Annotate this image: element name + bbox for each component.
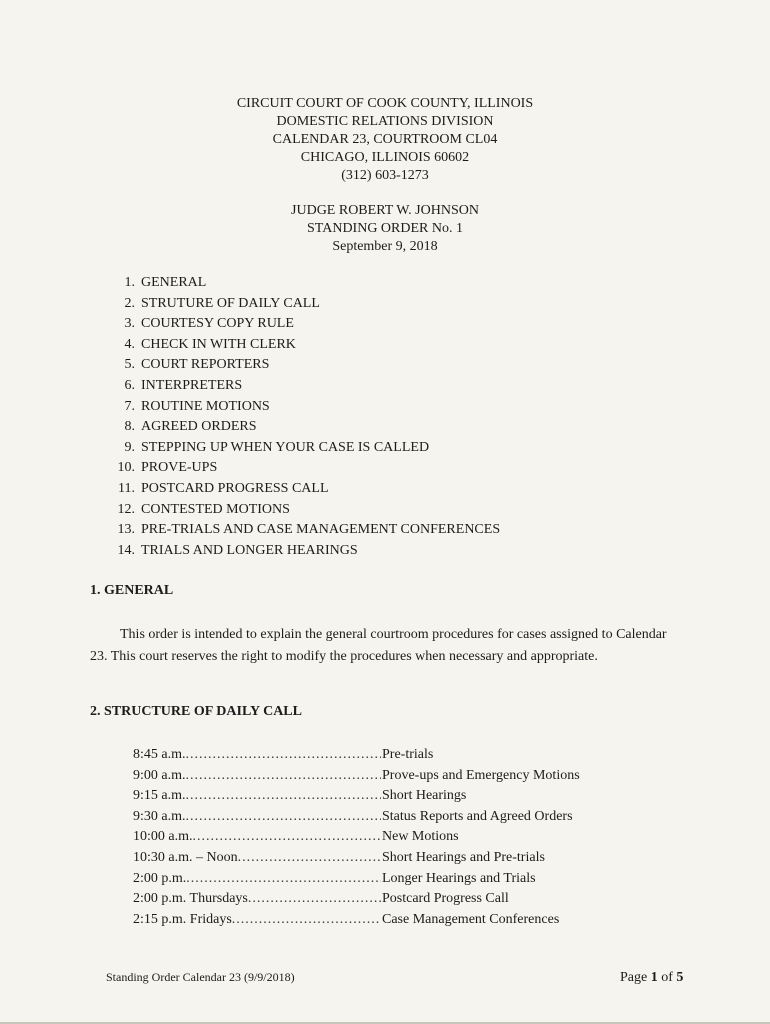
schedule-row <box>133 745 580 766</box>
schedule-event: Case Management Conferences <box>382 911 560 927</box>
schedule-row <box>133 827 580 848</box>
toc-number: 3. <box>124 316 135 332</box>
schedule-time: 2:00 p.m. <box>133 870 187 886</box>
schedule-event: Postcard Progress Call <box>382 891 509 907</box>
court-header-line: CIRCUIT COURT OF COOK COUNTY, ILLINOIS <box>236 96 534 111</box>
schedule-event: Longer Hearings and Trials <box>382 870 536 886</box>
toc-item <box>109 294 500 315</box>
court-header <box>0 95 770 185</box>
toc-number: 7. <box>124 398 135 414</box>
schedule-time: 9:00 a.m. <box>133 767 186 783</box>
toc-item <box>109 417 500 438</box>
schedule-event: Pre-trials <box>382 747 434 762</box>
section-heading-general: 1. GENERAL <box>90 583 174 598</box>
toc-number: 11. <box>118 480 135 496</box>
schedule-time: 9:15 a.m. <box>133 788 186 804</box>
schedule-time: 9:30 a.m. <box>133 808 186 824</box>
page-number <box>620 970 683 986</box>
schedule-event: New Motions <box>382 829 459 845</box>
toc-label: ROUTINE MOTIONS <box>141 398 270 414</box>
toc-item <box>109 335 500 356</box>
toc-item <box>109 479 500 500</box>
schedule-row <box>133 869 580 890</box>
toc-label: CONTESTED MOTIONS <box>141 501 290 517</box>
page-total: 5 <box>676 970 684 985</box>
toc-item <box>109 500 500 521</box>
schedule-row <box>133 786 580 807</box>
judge-header-line: JUDGE ROBERT W. JOHNSON <box>291 203 479 218</box>
schedule-event: Short Hearings <box>382 788 467 804</box>
toc-item <box>109 376 500 397</box>
schedule-row <box>133 889 580 910</box>
toc-item <box>109 314 500 335</box>
general-paragraph <box>90 624 680 667</box>
toc-number: 10. <box>117 460 135 476</box>
toc-number: 8. <box>124 419 135 435</box>
schedule-event: Short Hearings and Pre-trials <box>382 849 545 865</box>
schedule-time: 2:00 p.m. Thursdays <box>133 891 248 907</box>
page-label: Page <box>620 970 648 985</box>
toc-label: COURTESY COPY RULE <box>141 316 294 332</box>
toc-item <box>109 273 500 294</box>
toc-item <box>109 438 500 459</box>
toc-number: 5. <box>124 357 135 373</box>
toc-item <box>109 541 500 562</box>
schedule-time: 10:00 a.m. <box>133 829 193 845</box>
toc-label: PRE-TRIALS AND CASE MANAGEMENT CONFERENCES <box>141 522 501 538</box>
toc-item <box>109 520 500 541</box>
court-header-line: CALENDAR 23, COURTROOM CL04 <box>272 132 498 147</box>
toc-label: COURT REPORTERS <box>141 357 270 373</box>
toc-label: PROVE-UPS <box>141 460 218 476</box>
schedule-time: 10:30 a.m. – Noon <box>133 849 238 865</box>
page-current: 1 <box>650 970 658 985</box>
judge-header <box>0 202 770 256</box>
of-label: of <box>661 970 673 985</box>
court-header-line: CHICAGO, ILLINOIS 60602 <box>300 150 470 165</box>
toc-number: 2. <box>124 295 135 311</box>
section-heading-structure: 2. STRUCTURE OF DAILY CALL <box>90 704 302 719</box>
toc-item <box>109 355 500 376</box>
toc-number: 13. <box>117 522 135 538</box>
toc-number: 14. <box>117 542 135 558</box>
schedule-event: Status Reports and Agreed Orders <box>382 808 573 824</box>
general-paragraph-text: This order is intended to explain the general courtroom procedures for cases assigned to Calendar 23. This court reserves the right to modify the procedures when necessary and appropriate. <box>90 627 667 664</box>
schedule-row <box>133 910 580 931</box>
schedule-row <box>133 766 580 787</box>
judge-header-line: STANDING ORDER No. 1 <box>307 221 463 236</box>
toc-label: STEPPING UP WHEN YOUR CASE IS CALLED <box>141 439 430 455</box>
toc-item <box>109 458 500 479</box>
toc-number: 6. <box>124 377 135 393</box>
schedule-time: 8:45 a.m. <box>133 747 186 762</box>
schedule-event: Prove-ups and Emergency Motions <box>382 767 580 783</box>
toc-item <box>109 397 500 418</box>
court-header-line: DOMESTIC RELATIONS DIVISION <box>276 114 494 129</box>
toc-number: 4. <box>124 336 135 352</box>
toc-label: INTERPRETERS <box>141 377 243 393</box>
table-of-contents <box>109 273 500 561</box>
judge-header-line: September 9, 2018 <box>332 239 438 254</box>
footer-document-title: Standing Order Calendar 23 (9/9/2018) <box>106 970 295 984</box>
toc-number: 1. <box>124 275 135 290</box>
toc-label: CHECK IN WITH CLERK <box>141 336 296 352</box>
schedule-time: 2:15 p.m. Fridays <box>133 911 232 927</box>
schedule-row <box>133 807 580 828</box>
toc-number: 9. <box>124 439 135 455</box>
toc-label: GENERAL <box>141 275 207 290</box>
toc-label: STRUTURE OF DAILY CALL <box>141 295 320 311</box>
daily-call-schedule <box>133 745 580 930</box>
toc-label: AGREED ORDERS <box>141 419 257 435</box>
schedule-row <box>133 848 580 869</box>
toc-number: 12. <box>117 501 135 517</box>
toc-label: POSTCARD PROGRESS CALL <box>141 480 329 496</box>
toc-label: TRIALS AND LONGER HEARINGS <box>141 542 358 558</box>
court-header-line: (312) 603-1273 <box>341 168 429 183</box>
